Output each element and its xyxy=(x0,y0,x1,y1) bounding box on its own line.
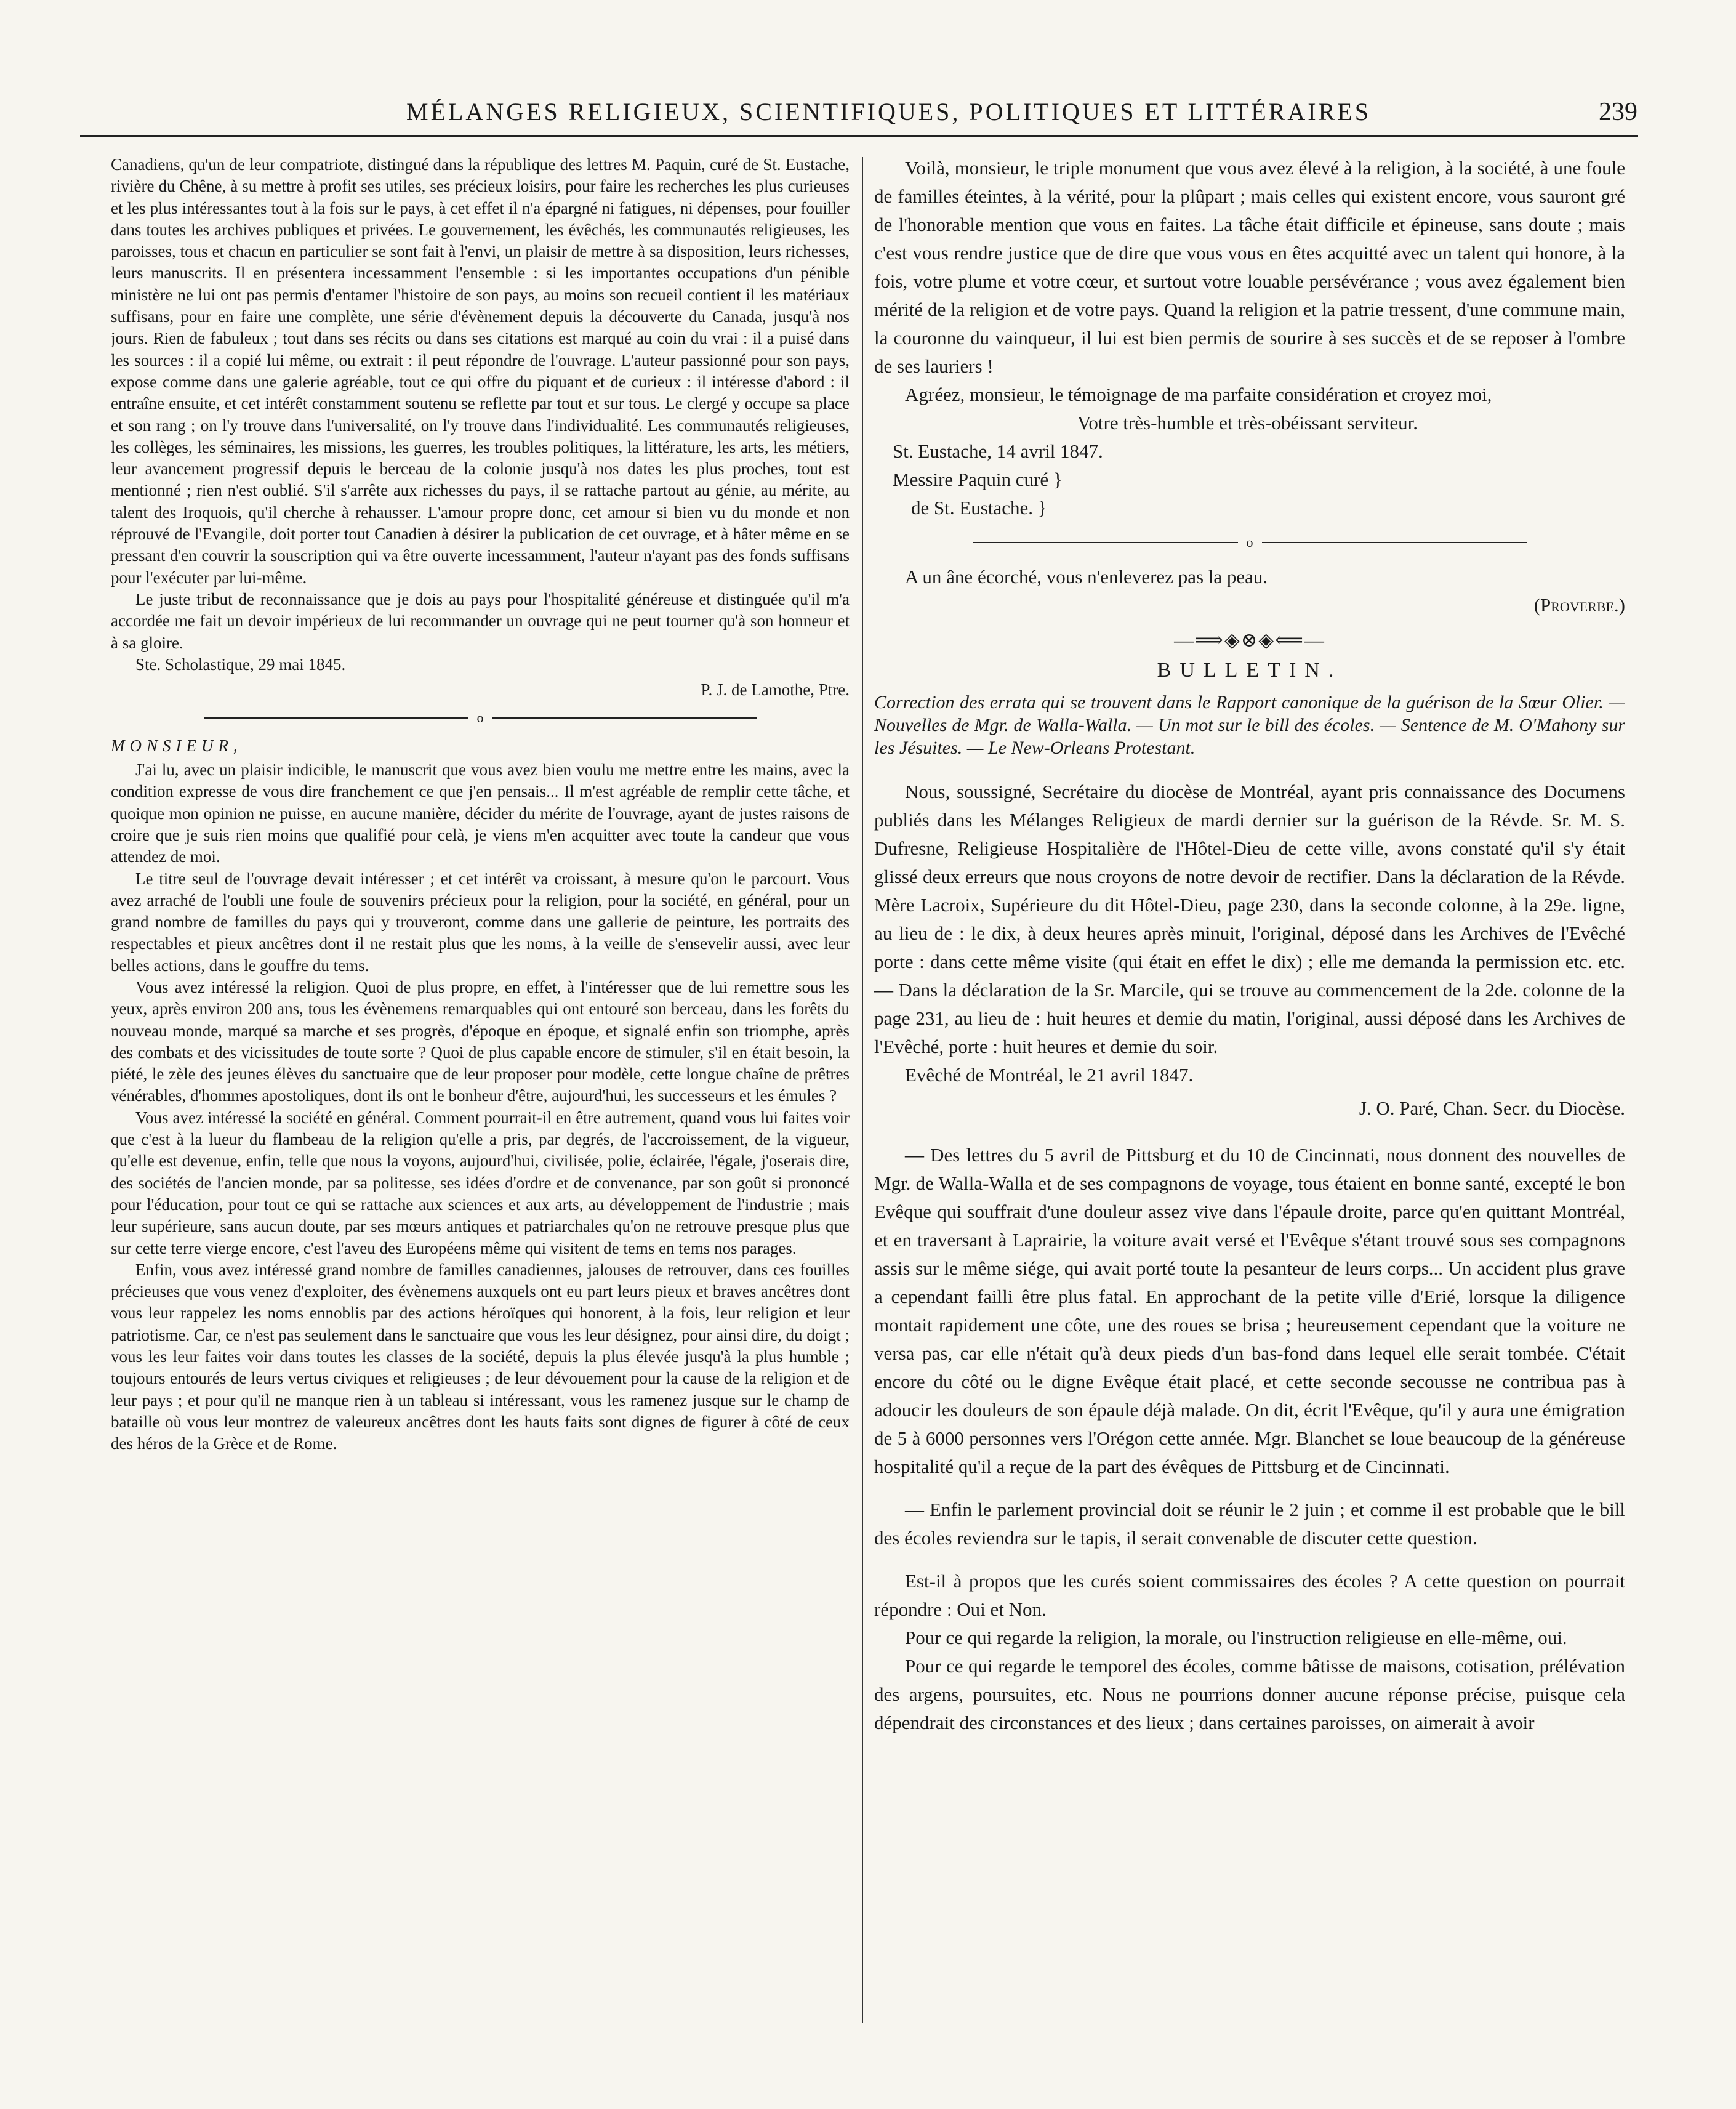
paragraph: Est-il à propos que les curés soient commissaires des écoles ? A cette question on pourrait répondre : Oui et Non. xyxy=(874,1570,1625,1620)
section-summary: Correction des errata qui se trouvent dans le Rapport canonique de la guérison de la Sœur Olier. — Nouvelles de Mgr. de Walla-Walla. — Un mot sur le bill des écoles. — Sentence de M. O'Mahony sur les Jésuites. — Le New-Orleans Protestant. xyxy=(874,692,1625,758)
spacer xyxy=(874,1552,1625,1567)
page-number: 239 xyxy=(1599,98,1638,126)
place-date: St. Eustache, 14 avril 1847. xyxy=(893,440,1103,462)
separator xyxy=(874,528,1625,557)
paragraph: Nous, soussigné, Secrétaire du diocèse de Montréal, ayant pris connaissance des Documens publiés dans les Mélanges Religieux de mardi dernier sur la guérison de la Révde. Sr. M. S. Dufresne, Religieuse Hospitalière de l'Hôtel-Dieu de cette ville, avons constaté qu'il s'y était glissé deux erreurs que nous croyons de notre devoir de rectifier. Dans la déclaration de la Révde. Mère Lacroix, Supérieure du dit Hôtel-Dieu, page 230, dans la seconde colonne, à la 29e. ligne, au lieu de : le dix, à deux heures après minuit, l'original, déposé dans les Archives de l'Evêché porte : dans cette même visite (qui était en effet le dix) ; elle me demanda la permission etc. etc. — Dans la déclaration de la Sr. Marcile, qui se trouve au commencement de la 2de. colonne de la page 231, au lieu de : huit heures et demie du matin, l'original, aussi déposé dans les Archives de l'Evêché, porte : huit heures et demie du soir. xyxy=(874,781,1625,1057)
ornament-divider: —⟹◈⊗◈⟸— xyxy=(1174,629,1325,651)
paragraph: J'ai lu, avec un plaisir indicible, le manuscrit que vous avez bien voulu me mettre entre les mains, avec la condition expresse de vous dire franchement ce que j'en pensais... Il m'est agréable de remplir cette tâche, et quoique mon opinion ne puisse, en aucune manière, décider du mérite de l'ouvrage, ayant de justes raisons de croire que je suis rien moins que qualifié pour celà, je viens m'en acquitter avec toute la candeur que vous attendez de moi. xyxy=(111,760,850,866)
paragraph: Le juste tribut de reconnaissance que je dois au pays pour l'hospitalité généreuse et distinguée qu'il m'a accordée me fait un devoir impérieux de lui recommander un ouvrage qui ne peut tourner qu'à son honneur et à sa gloire. xyxy=(111,589,850,652)
spacer xyxy=(874,1481,1625,1496)
left-column xyxy=(111,154,850,2051)
paragraph: Voilà, monsieur, le triple monument que vous avez élevé à la religion, à la société, à une foule de familles éteintes, à la vérité, pour la plûpart ; mais celles qui existent encore, vous sauront gré de l'honorable mention que vous en faites. La tâche était difficile et épineuse, sans doute ; mais c'est vous rendre justice que de dire que vous vous en êtes acquitté avec un talent qui honore, à la fois, votre plume et votre cœur, et surtout votre louable persévérance ; vous avez également bien mérité de la religion et de votre pays. Quand la religion et la patrie tressent, d'une commune main, la couronne du vainqueur, il lui est bien permis de sourire à ses succès et de se reposer à l'ombre de ses lauriers ! xyxy=(874,157,1625,377)
section-title: BULLETIN. xyxy=(1157,659,1343,682)
separator xyxy=(111,707,850,728)
proverb: A un âne écorché, vous n'enleverez pas la peau. xyxy=(905,566,1268,587)
paragraph: Vous avez intéressé la société en général. Comment pourrait-il en être autrement, quand vous lui faites voir que c'est à la lueur du flambeau de la religion qu'elle a pris, par degrés, de l'accroissement, de la vigueur, qu'elle est devenue, enfin, telle que nous la voyons, aujourd'hui, civilisée, polie, éclairée, l'égale, j'oserais dire, des sociétés de l'ancien monde, par sa politesse, ses idées d'ordre et de convenance, par son goût si prononcé pour l'éducation, pour tout ce qui se rattache aux sciences et aux arts, au développement de l'industrie ; mais leur supérieure, sans aucun doute, par ses mœurs antiques et patriarchales qu'on ne retrouve presque plus que sur cette terre vierge encore, c'est l'aveu des Européens même qui visitent de tems en tems nos parages. xyxy=(111,1108,850,1257)
paragraph: — Enfin le parlement provincial doit se réunir le 2 juin ; et comme il est probable que le bill des écoles reviendra sur le tapis, il serait convenable de discuter cette question. xyxy=(874,1499,1625,1549)
paragraph: Le titre seul de l'ouvrage devait intéresser ; et cet intérêt va croissant, à mesure qu'on le parcourt. Vous avez arraché de l'oubli une foule de souvenirs précieux pour la religion, pour la société, en général, pour un grand nombre de familles du pays qui y trouveront, comme dans une gallerie de peinture, les portraits des respectables et pieux ancêtres dont il ne restait plus que les noms, à la veille de s'ensevelir aussi, avec leur belles actions, dans le gouffre du tems. xyxy=(111,869,850,975)
place-date: Evêché de Montréal, le 21 avril 1847. xyxy=(905,1064,1194,1086)
signature: J. O. Paré, Chan. Secr. du Diocèse. xyxy=(1359,1097,1625,1119)
paragraph: Agréez, monsieur, le témoignage de ma parfaite considération et croyez moi, xyxy=(905,384,1492,405)
running-title: MÉLANGES RELIGIEUX, SCIENTIFIQUES, POLITIQUES ET LITTÉRAIRES xyxy=(406,98,1371,126)
right-column xyxy=(874,154,1625,2051)
letter-closing: Votre très-humble et très-obéissant serviteur. xyxy=(1077,412,1418,433)
paragraph: — Des lettres du 5 avril de Pittsburg et du 10 de Cincinnati, nous donnent des nouvelles de Mgr. de Walla-Walla et de ses compagnons de voyage, tous étaient en bonne santé, excepté le bon Evêque qui souffrait d'une douleur assez vive dans l'épaule droite, parce qu'en quittant Montréal, et en traversant à Laprairie, la voiture avait versé et l'Evêque s'étant trouvé sous ses compagnons assis sur le même siége, qui avait porté toute la pesanteur de leurs corps... Un accident plus grave a cependant failli être plus fatal. En approchant de la petite ville d'Erié, lorsque la diligence montait rapidement une côte, une des roues se brisa ; heureusement cependant que la voiture ne versa pas, car elle n'était qu'à deux pieds d'un bas-fond dans lequel elle serait tombée. C'était encore du côté ou le digne Evêque était placé, et cette seconde secousse ne contribua pas à adoucir les douleurs de son épaule déjà malade. On dit, écrit l'Evêque, qu'il y aura une émigration de 5 à 6000 personnes vers l'Orégon cette année. Mgr. Blanchet se loue beaucoup de la généreuse hospitalité qu'il a reçue de la part des évêques de Pittsburg et de Cincinnati. xyxy=(874,1144,1625,1477)
salutation: MONSIEUR, xyxy=(111,736,243,755)
addressee-line: Messire Paquin curé } xyxy=(893,469,1063,490)
separator-mark: o xyxy=(1246,534,1253,550)
separator-mark: o xyxy=(476,710,484,726)
addressee-line: de St. Eustache. } xyxy=(911,497,1047,518)
paragraph: Pour ce qui regarde la religion, la morale, ou l'instruction religieuse en elle-même, oui. xyxy=(905,1627,1567,1648)
paragraph: Vous avez intéressé la religion. Quoi de plus propre, en effet, à l'intéresser que de lui remettre sous les yeux, après environ 200 ans, tous les évènemens remarquables qui ont entouré son berceau, dans les forêts du nouveau monde, marqué sa marche et ses progrès, d'époque en époque, et signalé enfin son triomphe, après des combats et des vicissitudes de toute sorte ? Quoi de plus capable encore de stimuler, s'il en était besoin, la piété, le zèle des jeunes élèves du sanctuaire que de leur proposer pour modèle, cette longue chaîne de prêtres vénérables, d'hommes apostoliques, dont ils ont le bonheur d'être, aujourd'hui, les successeurs et les émules ? xyxy=(111,977,850,1105)
page-header xyxy=(80,92,1638,137)
paragraph: Enfin, vous avez intéressé grand nombre de familles canadiennes, jalouses de retrouver, dans ces fouilles précieuses que vous venez d'exploiter, des évènemens auxquels ont eu part leurs pieux et braves ancêtres dont vous leur rappelez les noms ennoblis par des actions héroïques qui honorent, à la fois, leur religion et leur patriotisme. Car, ce n'est pas seulement dans le sanctuaire que vous les leur désignez, pour ainsi dire, du doigt ; vous les leur faites voir dans toutes les classes de la société, depuis la plus élevée jusqu'à la plus humble ; toujours entourés de leurs vertus civiques et religieuses ; de leur dévouement pour la cause de la religion et de leur pays ; et pour qu'il ne manque rien à un tableau si intéressant, vous les ramenez jusque sur le champ de bataille où vous leur montrez de valeureux ancêtres dont les hauts faits sont dignes de figurer à côté de ceux des héros de la Grèce et de Rome. xyxy=(111,1260,850,1453)
proverb-source: (Proverbe.) xyxy=(1533,594,1625,616)
column-divider xyxy=(862,157,863,2023)
paragraph: Canadiens, qu'un de leur compatriote, distingué dans la république des lettres M. Paquin, curé de St. Eustache, rivière du Chêne, à su mettre à profit ses utiles, ses précieux loisirs, pour faire les recherches les plus curieuses et les plus intéressantes tout à la fois sur le pays, à cet effet il n'a épargné ni fatigues, ni dépenses, pour fouiller dans toutes les archives publiques et privées. Le gouvernement, les évêchés, les communautés religieuses, les paroisses, tous et chacun en particulier se sont fait à l'envi, un plaisir de mettre à sa disposition, leurs richesses, leurs manuscrits. Il en présentera incessamment l'ensemble : si les importantes occupations d'un pénible ministère ne lui ont pas permis d'entamer l'histoire de son pays, au moins son recueil contient il les matériaux suffisans, pour en faire une complète, une série d'évènement depuis la découverte du Canada, jusqu'à nos jours. Rien de fabuleux ; tout dans ses récits ou dans ses citations est marqué au coin du vrai : il a puisé dans les sources : il a copié lui même, ou extrait : il peut répondre de l'ouvrage. L'auteur passionné pour son pays, expose comme dans une galerie agréable, tout ce qui offre du piquant et de curieux : il intéresse d'abord : il entraîne ensuite, et cet intérêt constamment soutenu se reflette par tout et sur tous. Le clergé y occupe sa place et son rang ; on l'y trouve dans l'universalité, on l'y trouve dans l'individualité. Les communautés religieuses, les collèges, les séminaires, les missions, les guerres, les troubles politiques, la littérature, les arts, les métiers, leur avancement progressif depuis le berceau de la colonie jusqu'à nos dates les plus proches, tout est mentionné ; rien n'est oublié. S'il s'arrête aux richesses du pays, il se rattache partout au génie, au mérite, au talent des Iroquois, qu'il cherche à rehausser. L'amour propre donc, cet amour si bien vu du monde et non réprouvé de l'Evangile, doit porter tout Canadien à désirer la publication de cet ouvrage, et à hâter même en se pressant d'en couvrir la souscription qui va être ouverte incessamment, l'auteur n'ayant pas des fonds suffisans pour l'exécuter par lui-même. xyxy=(111,155,850,587)
place-date: Ste. Scholastique, 29 mai 1845. xyxy=(135,655,346,674)
signature: P. J. de Lamothe, Ptre. xyxy=(701,680,850,700)
paragraph: Pour ce qui regarde le temporel des écoles, comme bâtisse de maisons, cotisation, prélévation des argens, poursuites, etc. Nous ne pourrions donner aucune réponse précise, puisque cela dépendrait des circonstances et des lieux ; dans certaines paroisses, on aimerait à avoir xyxy=(874,1655,1625,1733)
